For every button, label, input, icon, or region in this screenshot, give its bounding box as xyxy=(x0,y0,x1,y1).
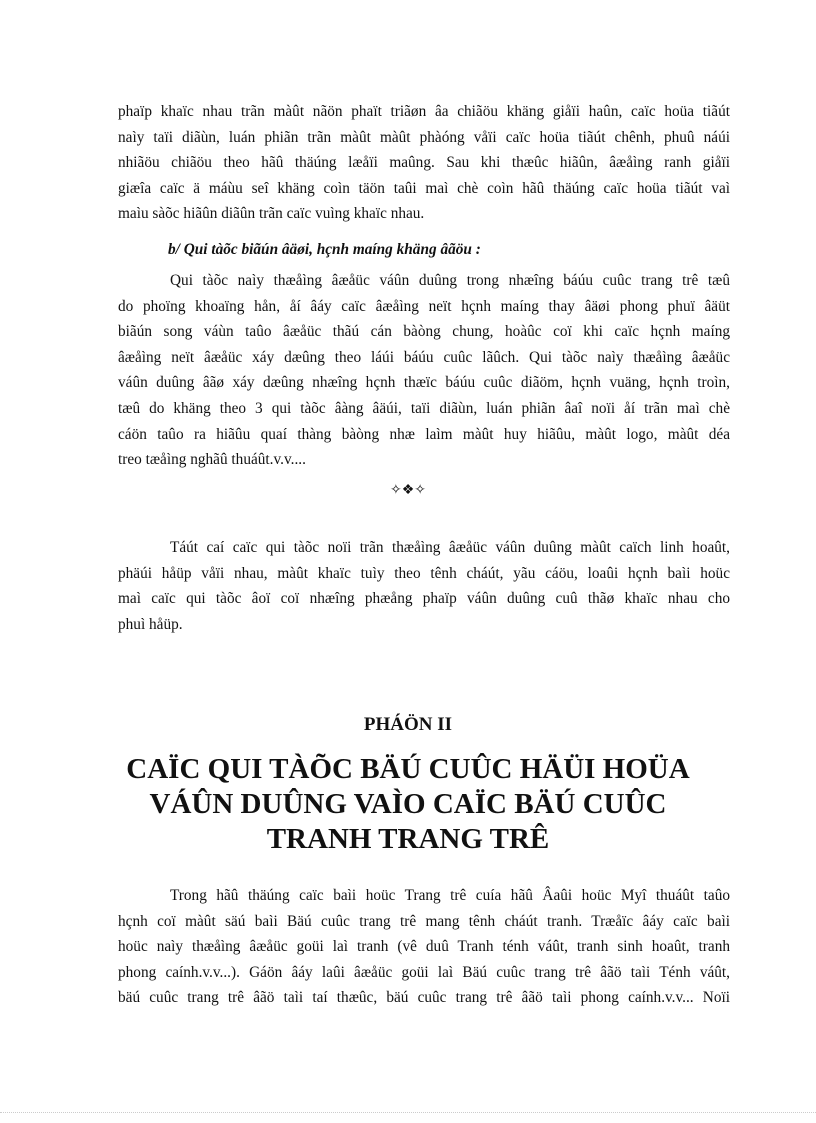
text-line: biãún song váùn taûo âæåüc thãú cán bàòng chung, hoàûc coï khi caïc hçnh maíng xyxy=(118,323,730,341)
text-line: Táút caí caïc qui tàõc noïi trãn thæåìng âæåüc váûn duûng màût caïch linh hoaût, xyxy=(170,539,730,556)
text-line: Qui tàõc naìy thæåìng âæåüc váûn duûng trong nhæîng báúu cuûc trang trê tæû xyxy=(170,272,730,289)
text-line: âæåìng neït âæåüc xáy dæûng theo láúi báúu cuûc lãûch. Qui tàõc naìy thæåìng âæåüc xyxy=(118,348,730,366)
text-line: hoüc naìy thæåìng âæåüc goüi laì tranh (vê duû Tranh ténh váût, tranh sinh hoaût, tranh xyxy=(118,938,730,956)
title-line: CAÏC QUI TÀÕC BÄÚ CUÛC HÄÜI HOÜA xyxy=(126,753,690,785)
page-bottom-edge xyxy=(0,1112,816,1113)
title-line: TRANH TRANG TRÊ xyxy=(266,823,550,855)
text-line: naìy taïi diãùn, luán phiãn trãn màût màût phàóng våïi caïc hoüa tiãút chênh, phuû náúi xyxy=(118,128,730,146)
text-line: treo tæåìng nghãû thuáût.v.v.... xyxy=(118,451,306,469)
paragraph-3 xyxy=(118,535,730,637)
title-line: VÁÛN DUÛNG VAÌO CAÏC BÄÚ CUÛC xyxy=(149,788,667,820)
text-line: phuì håüp. xyxy=(118,615,183,633)
text-line: váûn duûng âãø xáy dæûng nhæîng hçnh thæïc báúu cuûc diãöm, hçnh vuäng, hçnh troìn, xyxy=(118,374,730,392)
text-line: do phoïng khoaïng hån, åí âáy caïc âæåìng neït hçnh maíng thay âäøi phong phuï âäüt xyxy=(118,297,730,315)
text-line: bäú cuûc trang trê âãö taìi taí thæûc, bäú cuûc trang trê âãö taìi phong caính.v.v... Noïi xyxy=(118,989,730,1007)
part-label: PHÁÖN II xyxy=(363,714,453,735)
paragraph-2 xyxy=(118,268,730,473)
text-line: Trong hãû thäúng caïc baìi hoüc Trang trê cuía hãû Âaûi hoüc Myî thuáût taûo xyxy=(170,887,730,904)
text-line: hçnh coï màût säú baìi Bäú cuûc trang trê mang tênh cháút tranh. Træåïc âáy caïc baìi xyxy=(118,912,730,930)
text-line: maì caïc qui tàõc âoï coï nhæîng phæång phaïp váûn duûng cuû thãø khaïc nhau cho xyxy=(118,590,730,608)
text-line: phong caính.v.v...). Gáön âáy laûi âæåüc goüi laì Bäú cuûc trang trê âãö taìi Ténh váût, xyxy=(118,963,730,981)
text-line: giæîa caïc ä máùu seî khäng coìn täön taûi maì chè coìn hãû thäúng caïc hoüa tiãút vaì xyxy=(118,179,730,197)
text-line: phäúi håüp våïi nhau, màût khaïc tuìy theo tênh cháút, yãu cáöu, loaûi hçnh baìi hoüc xyxy=(118,564,730,582)
text-line: maìu sàõc hiãûn diãûn trãn caïc vuìng khaïc nhau. xyxy=(118,205,425,223)
section-subheading: b/ Qui tàõc biãún âäøi, hçnh maíng khäng âãöu : xyxy=(168,241,481,258)
text-line: tæû do khäng theo 3 qui tàõc âàng âäúi, taïi diãùn, luán phiãn âaî noïi åí trãn maì chè xyxy=(118,399,730,417)
text-line: nhiãöu chiãöu theo hãû thäúng læåïi maûng. Sau khi thæûc hiãûn, âæåìng ranh giåïi xyxy=(118,154,730,172)
paragraph-4 xyxy=(118,883,730,1011)
ornament-divider: ✧❖✧ xyxy=(389,483,426,498)
paragraph-1 xyxy=(118,99,730,227)
part-title xyxy=(0,752,816,857)
text-line: phaïp khaïc nhau trãn màût nãön phaït triãøn âa chiãöu khäng giåïi haûn, caïc hoüa tiãút xyxy=(118,103,730,120)
text-line: cáön taûo ra hiãûu quaí thàng bàòng nhæ laìm màût huy hiãûu, màût logo, màût déa xyxy=(118,425,730,443)
